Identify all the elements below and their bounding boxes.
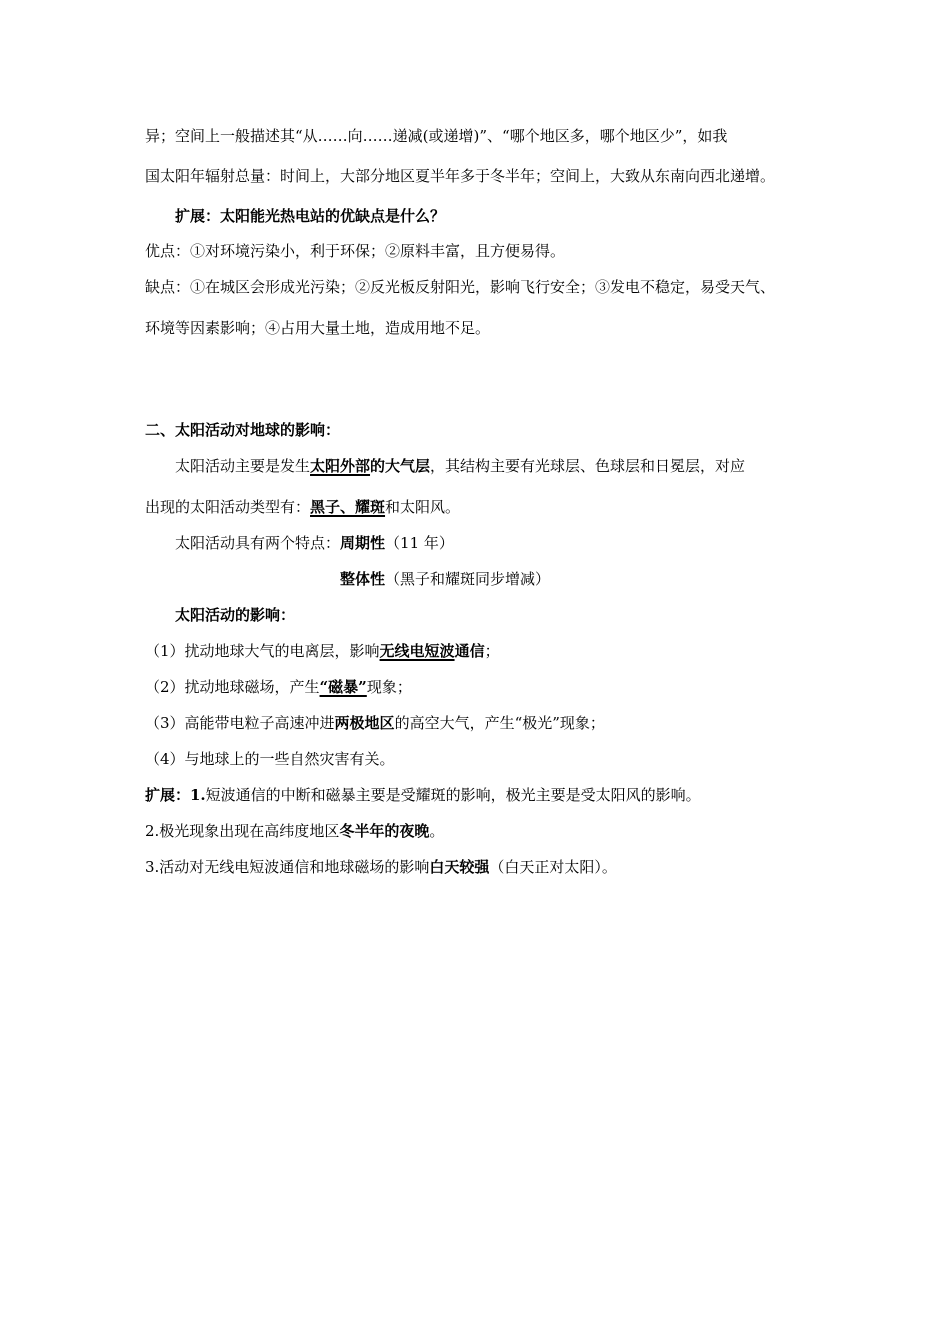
text-run: 短波通信的中断和磁暴主要是受耀斑的影响，极光主要是受太阳风的影响。 — [205, 786, 701, 804]
emphasis-text: 的大气层 — [370, 457, 431, 475]
text-run: （11 年） — [385, 534, 454, 552]
extension-title-text: 扩展：太阳能光热电站的优缺点是什么？ — [175, 207, 446, 225]
paragraph-line — [175, 456, 745, 476]
pros-line: 优点：①对环境污染小，利于环保；②原料丰富，且方便易得。 — [145, 242, 566, 260]
cons-line: 环境等因素影响；④占用大量土地，造成用地不足。 — [145, 319, 491, 337]
text-run: ，其结构主要有光球层、色球层和日冕层，对应 — [430, 457, 746, 475]
text-run: （白天正对太阳）。 — [489, 858, 617, 876]
extension-line — [145, 821, 444, 841]
text-run: 出现的太阳活动类型有： — [145, 498, 311, 516]
impact-item — [145, 641, 500, 661]
emphasis-text: 白天较强 — [429, 858, 490, 876]
emphasis-text: 太阳外部 — [310, 457, 371, 475]
emphasis-text: 无线电短波 — [379, 642, 455, 660]
text-run: （黑子和耀斑同步增减） — [385, 570, 551, 588]
paragraph-line: 异；空间上一般描述其“从……向……递减(或递增)”、“哪个地区多，哪个地区少”，如我 — [145, 127, 728, 145]
text-run: 2.极光现象出现在高纬度地区 — [145, 822, 340, 840]
cons-line: 缺点：①在城区会形成光污染；②反光板反射阳光，影响飞行安全；③发电不稳定，易受天气、 — [145, 278, 776, 296]
text-run: 太阳活动主要是发生 — [175, 457, 311, 475]
emphasis-text: “磁暴” — [319, 678, 367, 696]
extension-line — [145, 785, 701, 805]
text-run: 现象； — [366, 678, 412, 696]
text-run: 太阳活动具有两个特点： — [175, 534, 341, 552]
section-heading-text: 二、太阳活动对地球的影响： — [145, 421, 341, 439]
text-run: （1）扰动地球大气的电离层，影响 — [145, 642, 380, 660]
emphasis-text: 黑子、耀斑 — [310, 498, 386, 516]
text-run: 和太阳风。 — [385, 498, 461, 516]
paragraph-line: 国太阳年辐射总量：时间上，大部分地区夏半年多于冬半年；空间上，大致从东南向西北递增。 — [145, 167, 776, 185]
text-run: 的高空大气，产生“极光”现象； — [394, 714, 605, 732]
emphasis-text: 扩展：1. — [145, 786, 206, 804]
feature-line — [175, 533, 454, 553]
text-run: 。 — [429, 822, 445, 840]
emphasis-text: 冬半年的夜晚 — [339, 822, 430, 840]
section-heading — [145, 420, 340, 440]
extension-title — [175, 206, 445, 226]
text-run: （3）高能带电粒子高速冲进 — [145, 714, 335, 732]
impact-title-text: 太阳活动的影响： — [175, 606, 296, 624]
impact-title — [175, 605, 295, 625]
impact-item — [145, 677, 412, 697]
emphasis-text: 整体性 — [340, 570, 386, 588]
text-run: （2）扰动地球磁场，产生 — [145, 678, 320, 696]
feature-line — [340, 569, 550, 589]
extension-line — [145, 857, 617, 877]
emphasis-text: 周期性 — [340, 534, 386, 552]
emphasis-text: 通信 — [454, 642, 485, 660]
paragraph-line — [145, 497, 460, 517]
impact-item — [145, 713, 605, 733]
text-run: ； — [484, 642, 500, 660]
emphasis-text: 两极地区 — [334, 714, 395, 732]
impact-item: （4）与地球上的一些自然灾害有关。 — [145, 750, 395, 768]
text-run: 3.活动对无线电短波通信和地球磁场的影响 — [145, 858, 430, 876]
